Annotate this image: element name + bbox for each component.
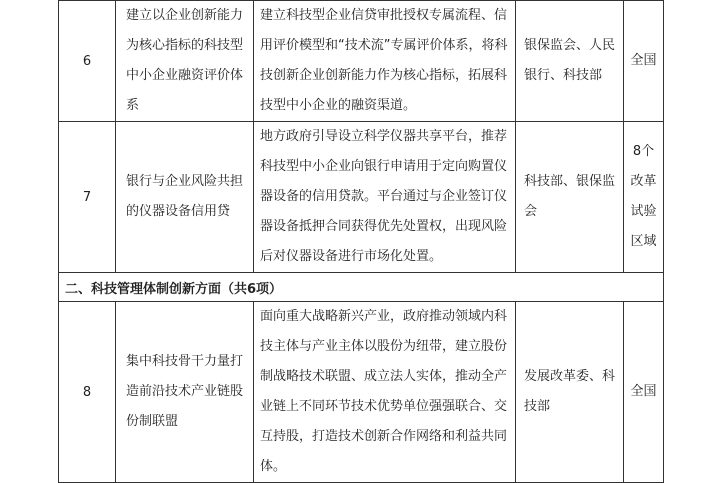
measure-description: 面向重大战略新兴产业，政府推动领域内科技主体与产业主体以股份为纽带，建立股份制战略技术联盟、成立法人实体，推动全产业链上不同环节技术优势单位强强联合、交互持股，打造技术创新合作网络和利益共同体。 — [254, 302, 516, 483]
row-number: 6 — [59, 1, 116, 122]
row-number: 8 — [59, 302, 116, 483]
measure-description: 建立科技型企业信贷审批授权专属流程、信用评价模型和“技术流”专属评价体系，将科技创新企业创新能力作为核心指标，拓展科技型中小企业的融资渠道。 — [254, 1, 516, 122]
responsible-departments: 发展改革委、科技部 — [516, 302, 624, 483]
measure-name: 银行与企业风险共担的仪器设备信用贷 — [116, 122, 254, 273]
responsible-departments: 科技部、银保监会 — [516, 122, 624, 273]
policy-table — [58, 0, 664, 483]
table-row — [59, 122, 664, 273]
table-row — [59, 302, 664, 483]
scope: 8个改革试验区域 — [624, 122, 664, 273]
table-row — [59, 1, 664, 122]
row-number: 7 — [59, 122, 116, 273]
measure-description: 地方政府引导设立科学仪器共享平台，推荐科技型中小企业向银行申请用于定向购置仪器设备的信用贷款。平台通过与企业签订仪器设备抵押合同获得优先处置权，出现风险后对仪器设备进行市场化处置。 — [254, 122, 516, 273]
section-title: 二、科技管理体制创新方面（共6项） — [59, 273, 664, 302]
scope: 全国 — [624, 1, 664, 122]
responsible-departments: 银保监会、人民银行、科技部 — [516, 1, 624, 122]
section-header-row — [59, 273, 664, 302]
scope: 全国 — [624, 302, 664, 483]
measure-name: 建立以企业创新能力为核心指标的科技型中小企业融资评价体系 — [116, 1, 254, 122]
measure-name: 集中科技骨干力量打造前沿技术产业链股份制联盟 — [116, 302, 254, 483]
